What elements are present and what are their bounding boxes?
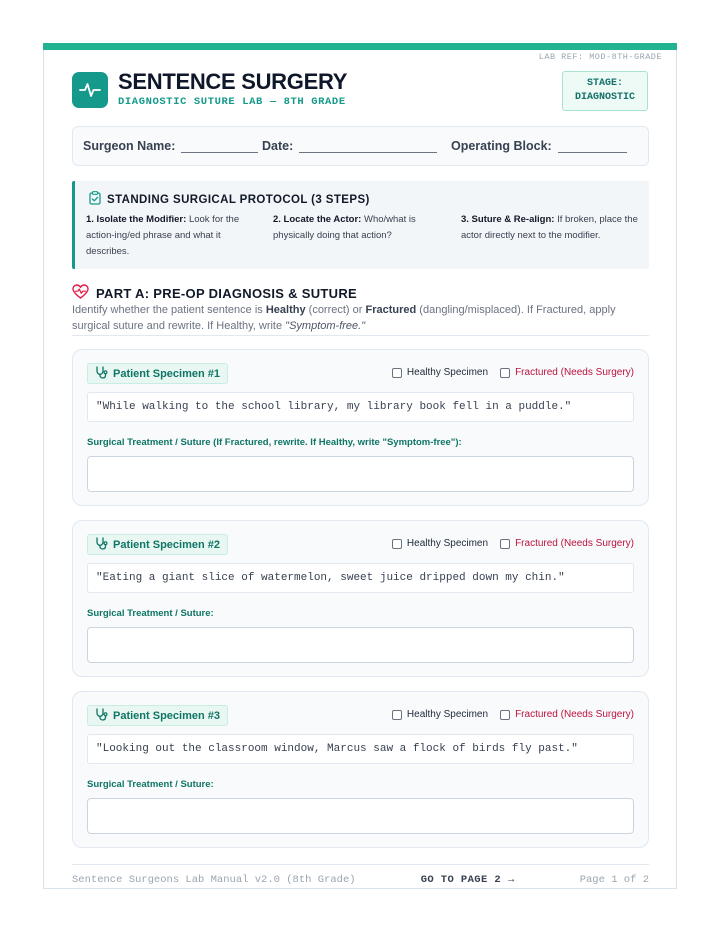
- specimen-tag: [87, 705, 228, 726]
- surgeon-name-field: [83, 139, 262, 153]
- footer: [72, 874, 649, 886]
- specimen-card: [72, 349, 649, 506]
- desc-symptom-free: "Symptom-free.": [285, 320, 366, 332]
- specimen-card: [72, 691, 649, 848]
- specimen-tag: [87, 363, 228, 384]
- step-2-label: 2. Locate the Actor:: [273, 214, 362, 225]
- desc-text-2: (correct) or: [305, 304, 366, 316]
- healthy-label: Healthy Specimen: [406, 367, 489, 378]
- protocol-step-1: [86, 212, 261, 260]
- step-2-text: Who/what is physically doing that action?: [273, 214, 416, 241]
- checkbox-box[interactable]: [392, 368, 402, 378]
- fractured-label: Fractured (Needs Surgery): [515, 538, 634, 549]
- step-1-label: 1. Isolate the Modifier:: [86, 214, 187, 225]
- checkbox-box[interactable]: [500, 710, 510, 720]
- specimen-card: [72, 520, 649, 677]
- fractured-checkbox[interactable]: [500, 709, 634, 720]
- date-label: Date:: [262, 139, 294, 153]
- desc-healthy: Healthy: [265, 304, 306, 316]
- treatment-input[interactable]: [87, 456, 634, 492]
- manual-version: Sentence Surgeons Lab Manual v2.0 (8th Grade): [72, 874, 356, 886]
- next-page-link[interactable]: GO TO PAGE 2 →: [420, 874, 515, 886]
- date-field: [262, 139, 451, 153]
- treatment-label: Surgical Treatment / Suture:: [87, 779, 214, 790]
- page-number: Page 1 of 2: [579, 874, 649, 886]
- checkbox-box[interactable]: [392, 710, 402, 720]
- healthy-checkbox[interactable]: [392, 538, 488, 549]
- stethoscope-icon: [95, 708, 108, 724]
- treatment-input[interactable]: [87, 627, 634, 663]
- protocol-header: [89, 191, 370, 208]
- stage-value: DIAGNOSTIC: [574, 92, 635, 103]
- checkbox-box[interactable]: [392, 539, 402, 549]
- info-bar: [72, 126, 649, 166]
- surgeon-name-blank[interactable]: [181, 139, 258, 153]
- stethoscope-icon: [95, 366, 108, 382]
- specimen-label: Patient Specimen #1: [113, 367, 220, 380]
- step-3-label: 3. Suture & Re-align:: [461, 214, 555, 225]
- stethoscope-icon: [95, 537, 108, 553]
- desc-text-1: Identify whether the patient sentence is: [72, 304, 266, 316]
- footer-divider: [72, 864, 649, 865]
- healthy-checkbox[interactable]: [392, 709, 488, 720]
- worksheet-page: [43, 43, 677, 889]
- protocol-step-3: [461, 212, 641, 244]
- protocol-title: STANDING SURGICAL PROTOCOL (3 STEPS): [107, 193, 370, 206]
- accent-top-bar: [43, 43, 677, 50]
- operating-block-blank[interactable]: [558, 139, 627, 153]
- diagnosis-checkboxes: [380, 709, 634, 720]
- diagnosis-checkboxes: [380, 367, 634, 378]
- operating-block-label: Operating Block:: [451, 139, 552, 153]
- lab-reference: LAB REF: MOD-8TH-GRADE: [538, 52, 662, 62]
- treatment-input[interactable]: [87, 798, 634, 834]
- stage-label: STAGE:: [586, 78, 623, 89]
- divider: [72, 335, 649, 336]
- specimen-sentence: "Eating a giant slice of watermelon, sweet juice dripped down my chin.": [87, 563, 634, 593]
- checkbox-box[interactable]: [500, 368, 510, 378]
- treatment-label: Surgical Treatment / Suture (If Fractured, rewrite. If Healthy, write "Symptom-free"):: [87, 437, 462, 448]
- fractured-label: Fractured (Needs Surgery): [515, 367, 634, 378]
- date-blank[interactable]: [299, 139, 437, 153]
- heartbeat-icon: [72, 72, 108, 108]
- part-a-header: [72, 284, 357, 302]
- fractured-label: Fractured (Needs Surgery): [515, 709, 634, 720]
- clipboard-check-icon: [89, 191, 101, 208]
- healthy-label: Healthy Specimen: [406, 709, 489, 720]
- stage-badge: [562, 71, 648, 111]
- operating-block-field: [451, 139, 627, 153]
- step-1-text: Look for the action-ing/ed phrase and what it describes.: [86, 214, 240, 257]
- specimen-sentence: "Looking out the classroom window, Marcus saw a flock of birds fly past.": [87, 734, 634, 764]
- fractured-checkbox[interactable]: [500, 538, 634, 549]
- desc-text-3: (dangling/misplaced). If Fractured, apply surgical suture and rewrite. If Healthy, write: [72, 304, 616, 332]
- specimen-sentence: "While walking to the school library, my library book fell in a puddle.": [87, 392, 634, 422]
- part-a-title: PART A: PRE-OP DIAGNOSIS & SUTURE: [96, 285, 358, 301]
- healthy-label: Healthy Specimen: [406, 538, 489, 549]
- page-title: SENTENCE SURGERY: [118, 69, 348, 94]
- page-subtitle: DIAGNOSTIC SUTURE LAB — 8TH GRADE: [118, 96, 346, 108]
- treatment-label: Surgical Treatment / Suture:: [87, 608, 214, 619]
- fractured-checkbox[interactable]: [500, 367, 634, 378]
- specimen-tag: [87, 534, 228, 555]
- desc-fractured: Fractured: [365, 304, 417, 316]
- diagnosis-checkboxes: [380, 538, 634, 549]
- surgeon-name-label: Surgeon Name:: [83, 139, 176, 153]
- part-a-instructions: [72, 302, 649, 334]
- specimen-label: Patient Specimen #2: [113, 538, 220, 551]
- protocol-step-2: [273, 212, 443, 244]
- checkbox-box[interactable]: [500, 539, 510, 549]
- heart-pulse-icon: [72, 284, 89, 302]
- protocol-box: [72, 181, 649, 269]
- healthy-checkbox[interactable]: [392, 367, 488, 378]
- specimen-label: Patient Specimen #3: [113, 709, 220, 722]
- step-3-text: If broken, place the actor directly next to the modifier.: [461, 214, 638, 241]
